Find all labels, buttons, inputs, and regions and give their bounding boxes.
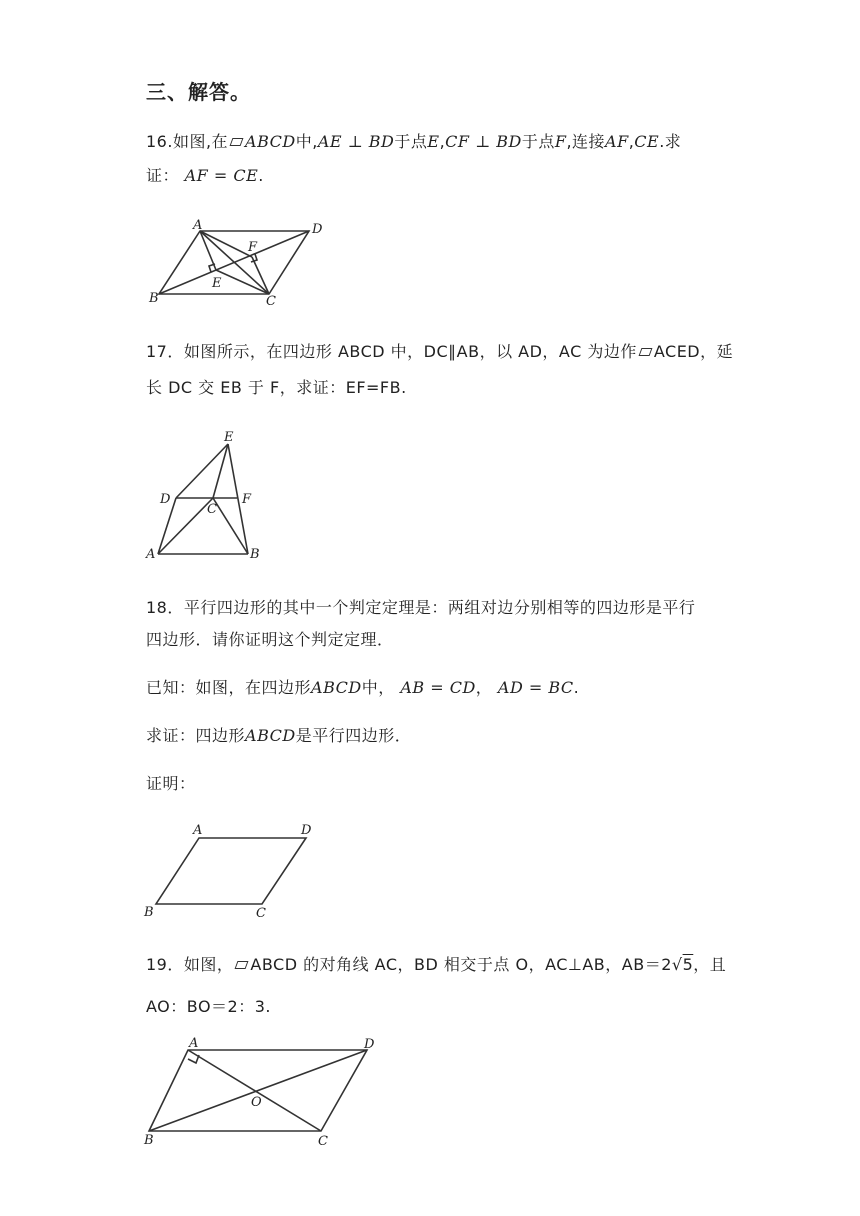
q16-label-c: C [266, 294, 276, 309]
q16-line1: 16.如图,在 ABCD中,AE ⊥ BD于点E,CF ⊥ BD于点F,连接AF,CE.求 [146, 132, 682, 151]
q18-label-b: B [144, 905, 154, 920]
q17-label-a: A [146, 547, 156, 562]
q17-label-c: C [207, 502, 217, 517]
q16-label-b: B [149, 291, 159, 306]
q18-line2: 四边形．请你证明这个判定定理． [146, 630, 394, 649]
q19-label-c: C [318, 1134, 328, 1149]
q16-label-f: F [248, 240, 258, 255]
q17-label-e: E [224, 430, 234, 445]
q19-line2: AO：BO＝2：3. [146, 997, 271, 1016]
q18-prove: 求证：四边形ABCD是平行四边形． [146, 726, 412, 745]
q19-label-d: D [364, 1037, 375, 1052]
q17-label-d: D [160, 492, 171, 507]
q18-label-a: A [193, 823, 203, 838]
q17-label-f: F [242, 492, 252, 507]
q19-line1: 19．如图， ABCD 的对角线 AC，BD 相交于点 O，AC⊥AB，AB＝2√5，且 [146, 955, 727, 974]
q19-diagonal-ac [188, 1050, 321, 1131]
q16-number: 16. [146, 132, 173, 151]
q18-label-c: C [256, 906, 266, 921]
section-heading: 三、解答。 [146, 80, 251, 104]
q17-line2: 长 DC 交 EB 于 F，求证：EF=FB. [146, 378, 407, 397]
q17-label-b: B [250, 547, 260, 562]
q19-label-a: A [189, 1036, 199, 1051]
q19-label-o: O [251, 1095, 262, 1110]
q18-given: 已知：如图，在四边形ABCD中， AB = CD， AD = BC. [146, 678, 580, 697]
q19-label-b: B [144, 1133, 154, 1148]
q17-line1: 17．如图所示，在四边形 ABCD 中，DC∥AB，以 AD，AC 为边作 ACED，延 [146, 342, 734, 361]
q18-line1: 18．平行四边形的其中一个判定定理是：两组对边分别相等的四边形是平行 [146, 598, 696, 617]
q18-proof-label: 证明： [146, 774, 196, 793]
q16-label-e: E [212, 276, 222, 291]
q16-label-d: D [312, 222, 323, 237]
q16-label-a: A [193, 218, 203, 233]
q16-line2: 证： AF = CE. [146, 166, 264, 185]
q18-label-d: D [301, 823, 312, 838]
sqrt-symbol: √ [671, 955, 683, 974]
